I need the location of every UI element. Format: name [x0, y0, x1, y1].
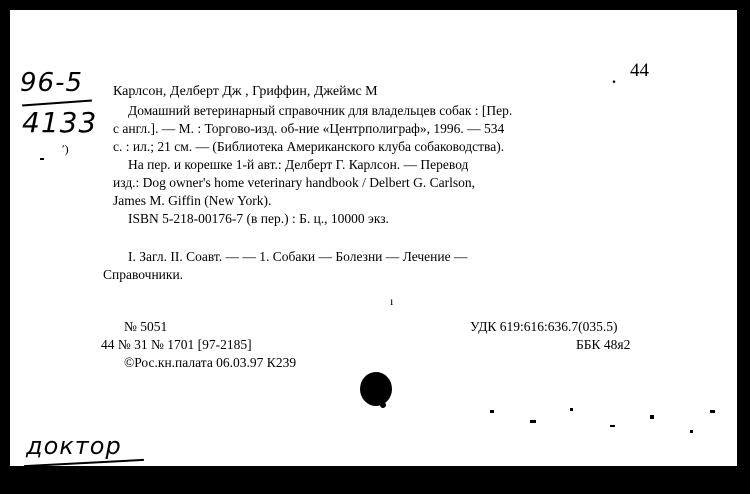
- udc-code: УДК 619:616:636.7(035.5): [470, 319, 618, 334]
- description-line-4: На пер. и корешке 1-й авт.: Делберт Г. Карлсон. — Перевод: [128, 157, 469, 172]
- footer-order-numbers: 44 № 31 № 1701 [97-2185]: [101, 337, 252, 352]
- scan-speckle: [490, 410, 494, 413]
- scan-speckle: [530, 420, 536, 423]
- margin-mark: ʹ): [62, 142, 69, 156]
- footer-chamber-stamp: ©Рос.кн.палата 06.03.97 К239: [124, 355, 297, 370]
- handwritten-note-underline: [24, 459, 144, 467]
- scan-speckle: [40, 158, 44, 160]
- description-line-5: изд.: Dog owner's home veterinary handbook / Delbert G. Carlson,: [113, 175, 476, 190]
- bbk-code: ББК 48я2: [576, 337, 631, 352]
- ink-blot: [360, 372, 392, 406]
- heading-dot: .: [612, 70, 616, 87]
- ink-blot-drip: [380, 402, 386, 408]
- scan-speckle: [610, 425, 615, 427]
- scan-speckle: [570, 408, 573, 411]
- handwritten-shelf-mark-bottom: 4133: [22, 106, 98, 139]
- stray-mark: ı: [390, 294, 394, 308]
- description-line-2: с англ.]. — М. : Торгово-изд. об-ние «Центрполиграф», 1996. — 534: [113, 121, 505, 136]
- page-number: 44: [630, 60, 649, 81]
- description-line-3: с. : ил.; 21 см. — (Библиотека Американского клуба собаководства).: [113, 139, 505, 154]
- subjects-line-2: Справочники.: [103, 267, 184, 282]
- description-line-6: James M. Giffin (New York).: [113, 193, 272, 208]
- handwritten-shelf-mark-top: 96-5: [20, 68, 84, 98]
- description-line-1: Домашний ветеринарный справочник для владельцев собак : [Пер.: [128, 103, 513, 118]
- scan-speckle: [650, 415, 654, 419]
- entry-heading: Карлсон, Делберт Дж , Гриффин, Джеймс М: [113, 84, 378, 99]
- subjects-line-1: I. Загл. II. Соавт. — — 1. Собаки — Болезни — Лечение —: [128, 249, 468, 264]
- isbn-line: ISBN 5-218-00176-7 (в пер.) : Б. ц., 10000 экз.: [128, 211, 389, 226]
- scan-speckle: [690, 430, 693, 433]
- footer-record-number: № 5051: [124, 319, 168, 334]
- catalog-card: [10, 10, 737, 476]
- scan-speckle: [710, 410, 715, 413]
- handwritten-note: доктор: [26, 432, 122, 460]
